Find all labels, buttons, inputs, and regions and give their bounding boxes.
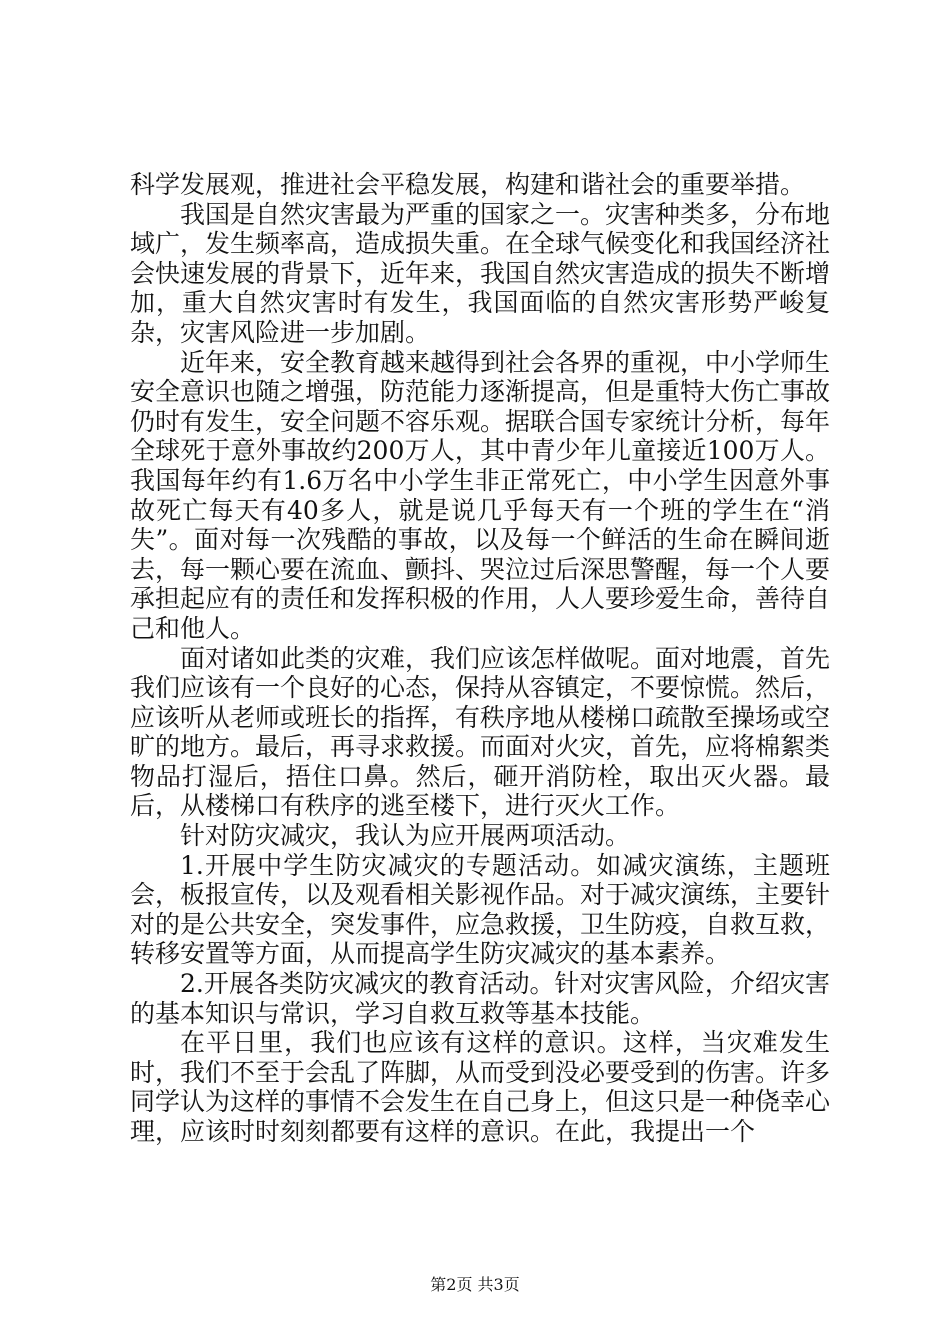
paragraph: 1.开展中学生防灾减灾的专题活动。如减灾演练，主题班会，板报宣传，以及观看相关影视作品。对于减灾演练，主要针对的是公共安全，突发事件，应急救援，卫生防疫，自救互救，转移安置等方面，从而提高学生防灾减灾的基本素养。 <box>130 850 831 969</box>
page-footer: 第2页 共3页 <box>430 1275 520 1294</box>
paragraph: 针对防灾减灾，我认为应开展两项活动。 <box>180 821 631 851</box>
paragraph: 在平日里，我们也应该有这样的意识。这样，当灾难发生时，我们不至于会乱了阵脚，从而受到没必要受到的伤害。许多同学认为这样的事情不会发生在自己身上，但这只是一种侥幸心理，应该时时刻刻都要有这样的意识。在此，我提出一个 <box>130 1028 831 1146</box>
document-body <box>130 170 830 1147</box>
paragraph: 近年来，安全教育越来越得到社会各界的重视，中小学师生安全意识也随之增强，防范能力逐渐提高，但是重特大伤亡事故仍时有发生，安全问题不容乐观。据联合国专家统计分析，每年全球死于意外事故约200万人，其中青少年儿童接近100万人。我国每年约有1.6万名中小学生非正常死亡，中小学生因意外事故死亡每天有40多人，就是说几乎每天有一个班的学生在“消失”。面对每一次残酷的事故，以及每一个鲜活的生命在瞬间逝去，每一颗心要在流血、颤抖、哭泣过后深思警醒，每一个人要承担起应有的责任和发挥积极的作用，人人要珍爱生命，善待自己和他人。 <box>130 347 831 643</box>
paragraph: 我国是自然灾害最为严重的国家之一。灾害种类多，分布地域广，发生频率高，造成损失重。在全球气候变化和我国经济社会快速发展的背景下，近年来，我国自然灾害造成的损失不断增加，重大自然灾害时有发生，我国面临的自然灾害形势严峻复杂，灾害风险进一步加剧。 <box>130 199 831 347</box>
paragraph: 面对诸如此类的灾难，我们应该怎样做呢。面对地震，首先我们应该有一个良好的心态，保持从容镇定，不要惊慌。然后，应该听从老师或班长的指挥，有秩序地从楼梯口疏散至操场或空旷的地方。最后，再寻求救援。而面对火灾，首先，应将棉絮类物品打湿后，捂住口鼻。然后，砸开消防栓，取出灭火器。最后，从楼梯口有秩序的逃至楼下，进行灭火工作。 <box>130 643 831 821</box>
paragraph: 2.开展各类防灾减灾的教育活动。针对灾害风险，介绍灾害的基本知识与常识，学习自救互救等基本技能。 <box>130 969 830 1028</box>
paragraph: 科学发展观，推进社会平稳发展，构建和谐社会的重要举措。 <box>130 170 806 199</box>
